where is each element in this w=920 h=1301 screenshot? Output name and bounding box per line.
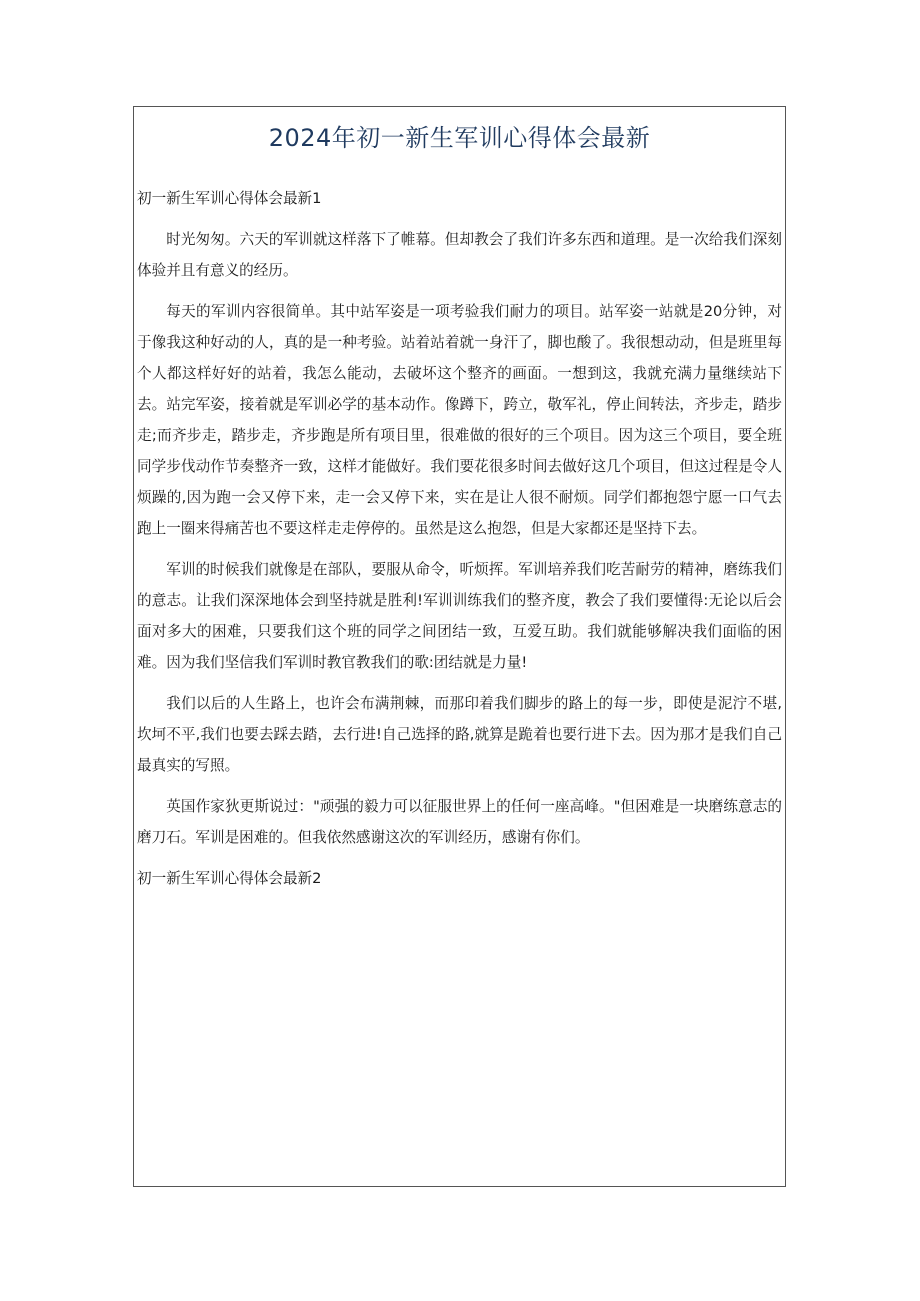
paragraph-4: 我们以后的人生路上，也许会布满荆棘，而那印着我们脚步的路上的每一步，即使是泥泞不堪,坎坷不平,我们也要去踩去踏，去行进!自己选择的路,就算是跪着也要行进下去。因为那才是我们自己最真实的写照。 (137, 695, 782, 774)
section-heading-2: 初一新生军训心得体会最新2 (137, 870, 322, 887)
paragraph-3: 军训的时候我们就像是在部队，要服从命令，听烦挥。军训培养我们吃苦耐劳的精神，磨练我们的意志。让我们深深地体会到坚持就是胜利!军训训练我们的整齐度，教会了我们要懂得:无论以后会面对多大的困难，只要我们这个班的同学之间团结一致，互爱互助。我们就能够解决我们面临的困难。因为我们坚信我们军训时教官教我们的歌:团结就是力量! (137, 561, 782, 671)
document-title: 2024年初一新生军训心得体会最新 (268, 124, 651, 152)
document-page (133, 106, 786, 1187)
paragraph-5: 英国作家狄更斯说过："顽强的毅力可以征服世界上的任何一座高峰。"但困难是一块磨练意志的磨刀石。军训是困难的。但我依然感谢这次的军训经历，感谢有你们。 (137, 798, 782, 846)
section-heading-1: 初一新生军训心得体会最新1 (137, 190, 322, 207)
paragraph-1: 时光匆匆。六天的军训就这样落下了帷幕。但却教会了我们许多东西和道理。是一次给我们深刻体验并且有意义的经历。 (137, 231, 782, 279)
document-body (137, 183, 782, 904)
paragraph-2: 每天的军训内容很简单。其中站军姿是一项考验我们耐力的项目。站军姿一站就是20分钟，对于像我这种好动的人，真的是一种考验。站着站着就一身汗了，脚也酸了。我很想动动，但是班里每个人都这样好好的站着，我怎么能动，去破坏这个整齐的画面。一想到这，我就充满力量继续站下去。站完军姿，接着就是军训必学的基本动作。像蹲下，跨立，敬军礼，停止间转法，齐步走，踏步走;而齐步走，踏步走，齐步跑是所有项目里，很难做的很好的三个项目。因为这三个项目，要全班同学步伐动作节奏整齐一致，这样才能做好。我们要花很多时间去做好这几个项目，但这过程是令人烦躁的,因为跑一会又停下来，走一会又停下来，实在是让人很不耐烦。同学们都抱怨宁愿一口气去跑上一圈来得痛苦也不要这样走走停停的。虽然是这么抱怨，但是大家都还是坚持下去。 (137, 303, 782, 537)
